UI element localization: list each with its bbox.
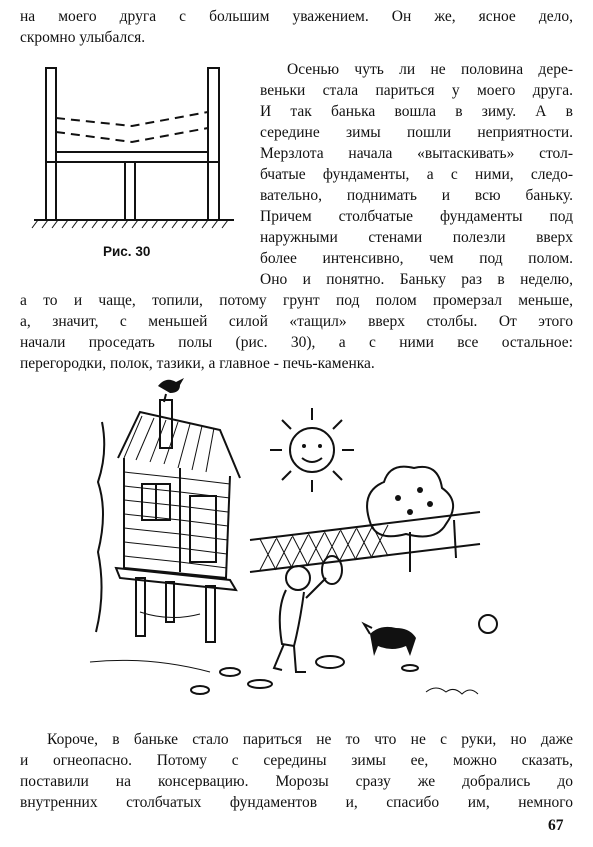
bathhouse-illustration <box>80 372 520 717</box>
figure-caption: Рис. 30 <box>103 244 151 259</box>
page-number: 67 <box>548 817 564 834</box>
text-line: бчатые фундаменты, а с ними, следо- <box>260 166 573 183</box>
text-line: а то и чаще, топили, потому грунт под полом промерзал меньше, <box>20 292 573 309</box>
foundation-diagram <box>28 62 240 242</box>
text-line: перегородки, полок, тазики, а главное - печь-каменка. <box>20 355 375 372</box>
text-line: Короче, в баньке стало париться не то что не с руки, но даже <box>47 731 573 748</box>
text-line: Мерзлота начала «вытаскивать» стол- <box>260 145 573 162</box>
text-line: и огнеопасно. Потому с середины зимы ее, можно сказать, <box>20 752 573 769</box>
text-line: а, значит, с меньшей силой «тащил» вверх столбы. От этого <box>20 313 573 330</box>
text-line: начали проседать полы (рис. 30), а с ними все остальное: <box>20 334 573 351</box>
text-line: вательно, поднимать и всю баньку. <box>260 187 573 204</box>
text-line: поставили на консервацию. Морозы сразу же добрались до <box>20 773 573 790</box>
text-line: более интенсивно, чем под полом. <box>260 250 573 267</box>
text-line: внутренних столбчатых фундаментов и, спасибо им, немного <box>20 794 573 811</box>
text-line: Осенью чуть ли не половина дере- <box>287 61 573 78</box>
text-line: наружными стенами полезли вверх <box>260 229 573 246</box>
text-line: веньки стала париться у моего друга. <box>260 82 573 99</box>
text-line: скромно улыбался. <box>20 29 146 46</box>
text-line: середине зимы пошли неприятности. <box>260 124 573 141</box>
text-line: Причем столбчатые фундаменты под <box>260 208 573 225</box>
text-line: И так банька вошла в зиму. А в <box>260 103 573 120</box>
text-line: Оно и понятно. Баньку раз в неделю, <box>260 271 573 288</box>
text-line: на моего друга с большим уважением. Он же, ясное дело, <box>20 8 573 25</box>
